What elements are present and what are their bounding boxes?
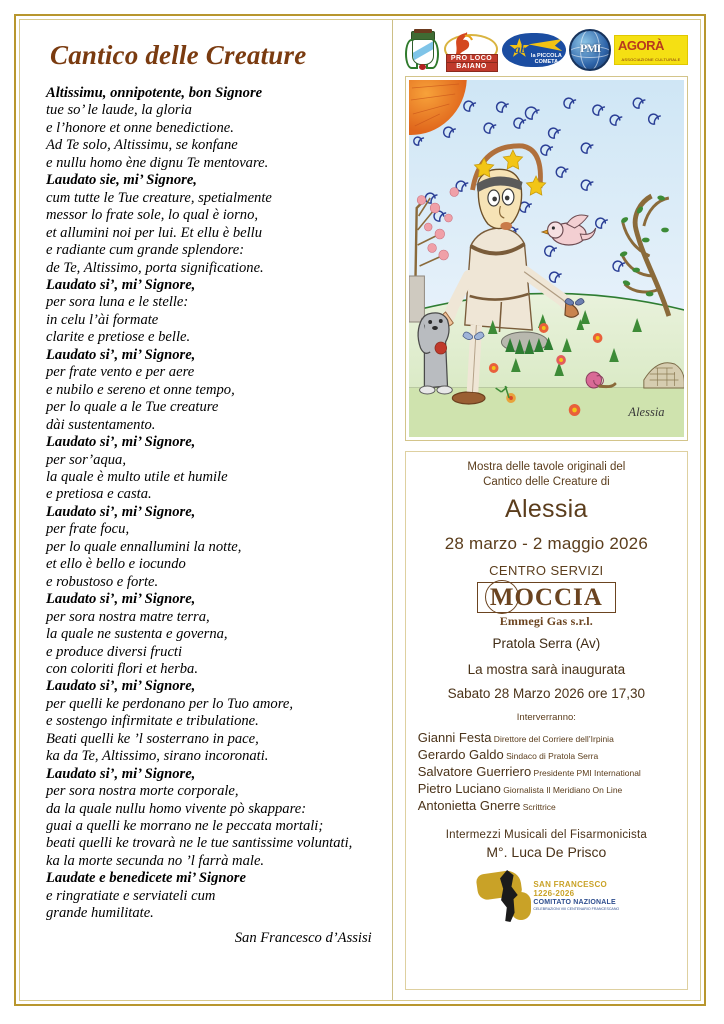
speaker-row	[418, 747, 681, 764]
poem-line: la quale ne sustenta e governa,	[46, 626, 228, 643]
speaker-name: Pietro Luciano	[417, 781, 501, 796]
san-francesco-centenary-badge	[471, 868, 621, 928]
poem-line: Laudato si’, mi’ Signore,	[46, 434, 196, 451]
artist-name: Alessia	[505, 495, 588, 523]
poem-line: per quelli ke perdonano per lo Tuo amore,	[46, 695, 293, 712]
mostra-line-2: Cantico delle Creature di	[483, 476, 610, 488]
artwork-signature: Alessia	[628, 404, 665, 420]
mostra-line-1: Mostra delle tavole originali del	[467, 461, 626, 473]
badge-line-2: 1226-2026	[533, 889, 575, 898]
speaker-row	[418, 781, 681, 798]
poem-line: Ad Te solo, Altissimu, se konfane	[46, 137, 238, 154]
proloco-line1: PRO LOCO	[446, 54, 498, 64]
pro-loco-baiano-logo	[442, 30, 500, 70]
badge-line-1: SAN FRANCESCO	[533, 880, 608, 889]
poem-column	[20, 20, 393, 1000]
poem-line: e l’honore et onne benedictione.	[46, 119, 234, 136]
poem-line: dài sustentamento.	[46, 416, 156, 433]
cometa-name: la PICCOLA COMETA	[530, 53, 562, 65]
poem-line: Altissimu, onnipotente, bon Signore	[46, 85, 263, 101]
poem-line: la quale è multo utile et humile	[46, 468, 228, 485]
venue-name: MOCCIA	[489, 584, 603, 611]
music-artist: M°. Luca De Prisco	[486, 844, 607, 860]
poem-line: e nubilo e sereno et onne tempo,	[46, 381, 235, 398]
speaker-role: Giornalista Il Meridiano On Line	[500, 785, 623, 795]
venue-subtitle: Emmegi Gas s.r.l.	[499, 614, 594, 628]
moccia-logo-box	[477, 582, 616, 613]
poem-line: in celu l’ài formate	[46, 311, 159, 328]
badge-line-4: CELEBRAZIONI VIII CENTENARIO FRANCESCANO	[533, 907, 620, 911]
crest-shield-icon	[412, 39, 434, 65]
poem-line: guai a quelli ke morrano ne le peccata mortali;	[46, 818, 324, 835]
cantico-illustration	[409, 80, 684, 437]
crest-knot-icon	[419, 64, 426, 70]
poem-line: beati quelli ke trovarà ne le tue santissime voluntati,	[46, 835, 353, 852]
speaker-name: Gianni Festa	[417, 730, 492, 745]
speaker-name: Gerardo Galdo	[417, 747, 504, 762]
poem-line: cum tutte le Tue creature, spetialmente	[46, 189, 272, 206]
agora-logo	[614, 35, 688, 65]
poem-line: ka da Te, Altissimo, sirano incoronati.	[46, 748, 269, 765]
poem-line: e produce diversi fructi	[46, 643, 183, 660]
pmi-monogram: PMI	[580, 41, 601, 55]
poem-line: e nullu homo ène dignu Te mentovare.	[46, 154, 269, 171]
cometa-monogram: ab	[514, 42, 527, 56]
artwork-frame	[405, 76, 688, 441]
info-column	[393, 20, 700, 1000]
poem-line: e sostengo infirmitate e tribulatione.	[46, 713, 259, 730]
poem-line: per sora luna e le stelle:	[46, 294, 189, 311]
pmi-international-logo	[569, 29, 611, 71]
speaker-role: Scrittrice	[520, 802, 556, 812]
poem-line: per sora nostra morte corporale,	[46, 783, 239, 800]
poem-line: da la quale nullu homo vivente pò skappare:	[46, 800, 307, 817]
moccia-circle-icon	[485, 580, 519, 614]
poem-line: grande humilitate.	[46, 905, 154, 922]
venue-city: Pratola Serra (Av)	[492, 636, 601, 651]
proloco-line2: BAIANO	[446, 62, 498, 72]
poem-line: per frate focu,	[46, 521, 130, 538]
poem-line: e radiante cum grande splendore:	[46, 242, 245, 259]
moccia-logo	[412, 582, 681, 629]
speaker-name: Salvatore Guerriero	[417, 764, 532, 779]
poem-line: Beati quelli ke ’l sosterrano in pace,	[46, 730, 259, 747]
cometa-tail-icon	[528, 39, 562, 51]
poem-line: Laudate e benedicete mi’ Signore	[46, 870, 246, 887]
poem-line: per sor’aqua,	[46, 451, 126, 468]
poem-line: messor lo frate sole, lo qual è iorno,	[46, 207, 259, 224]
page-title: Cantico delle Creature	[50, 40, 307, 70]
speakers-list	[412, 730, 681, 815]
poem-line: e ringratiate e serviateli cum	[46, 887, 216, 904]
poem-line: et allumini noi per lui. Et ellu è bellu	[46, 224, 263, 241]
poem-line: ka la morte secunda no ’l farrà male.	[46, 852, 265, 869]
badge-text	[533, 880, 619, 912]
poem-author: San Francesco d’Assisi	[234, 929, 372, 946]
poem-body	[46, 85, 384, 923]
poem-line: per frate vento e per aere	[46, 364, 195, 381]
sponsor-logo-strip	[401, 26, 692, 72]
badge-line-3: COMITATO NAZIONALE	[533, 899, 616, 906]
inauguration-date: Sabato 28 Marzo 2026 ore 17,30	[447, 686, 646, 701]
speaker-name: Antonietta Gnerre	[417, 798, 521, 813]
poem-line: Laudato si’, mi’ Signore,	[46, 276, 196, 293]
music-label: Intermezzi Musicali del Fisarmonicista	[445, 829, 647, 841]
poem-line: Laudato si’, mi’ Signore,	[46, 765, 196, 782]
speaker-row	[418, 764, 681, 781]
speaker-row	[418, 798, 681, 815]
poem-line: Laudato si’, mi’ Signore,	[46, 346, 196, 363]
inauguration-label: La mostra sarà inaugurata	[467, 662, 626, 677]
poem-line: per sora nostra matre terra,	[46, 608, 210, 625]
poster	[14, 14, 706, 1006]
proloco-figure-icon	[450, 30, 476, 56]
speakers-label: Interverranno:	[516, 712, 576, 723]
poem-line: clarite e pretiose e belle.	[46, 329, 191, 346]
poem-line: e robustoso e forte.	[46, 573, 159, 590]
poster-inner-frame	[19, 19, 701, 1001]
speaker-role: Presidente PMI International	[531, 768, 641, 778]
poem-line: et ello è bello e iocundo	[46, 556, 186, 573]
poem-line: per lo quale a le Tue creature	[46, 399, 219, 416]
speaker-role: Sindaco di Pratola Serra	[503, 751, 599, 761]
exhibition-info-panel	[405, 451, 688, 990]
poem-line: Laudato si’, mi’ Signore,	[46, 503, 196, 520]
agora-sublabel: ASSOCIAZIONE CULTURALE	[621, 57, 681, 62]
poem-line: de Te, Altissimo, porta significatione.	[46, 259, 264, 276]
poem-line: Laudato sie, mi’ Signore,	[46, 172, 197, 189]
exhibition-dates: 28 marzo - 2 maggio 2026	[444, 534, 648, 553]
poem-line: e pretiosa e casta.	[46, 486, 152, 503]
poem-line: tue so’ le laude, la gloria	[46, 102, 192, 119]
poem-line: per lo quale ennallumini la notte,	[46, 538, 242, 555]
comune-crest-logo	[405, 30, 439, 70]
speaker-row	[418, 730, 681, 747]
agora-label: AGORÀ	[617, 38, 664, 53]
venue-label: CENTRO SERVIZI	[489, 563, 604, 578]
speaker-role: Direttore del Corriere dell’Irpinia	[491, 734, 614, 744]
la-piccola-cometa-logo	[502, 33, 566, 67]
poem-line: con coloriti flori et herba.	[46, 660, 199, 677]
poem-line: Laudato si’, mi’ Signore,	[46, 591, 196, 608]
poem-line: Laudato si’, mi’ Signore,	[46, 678, 196, 695]
